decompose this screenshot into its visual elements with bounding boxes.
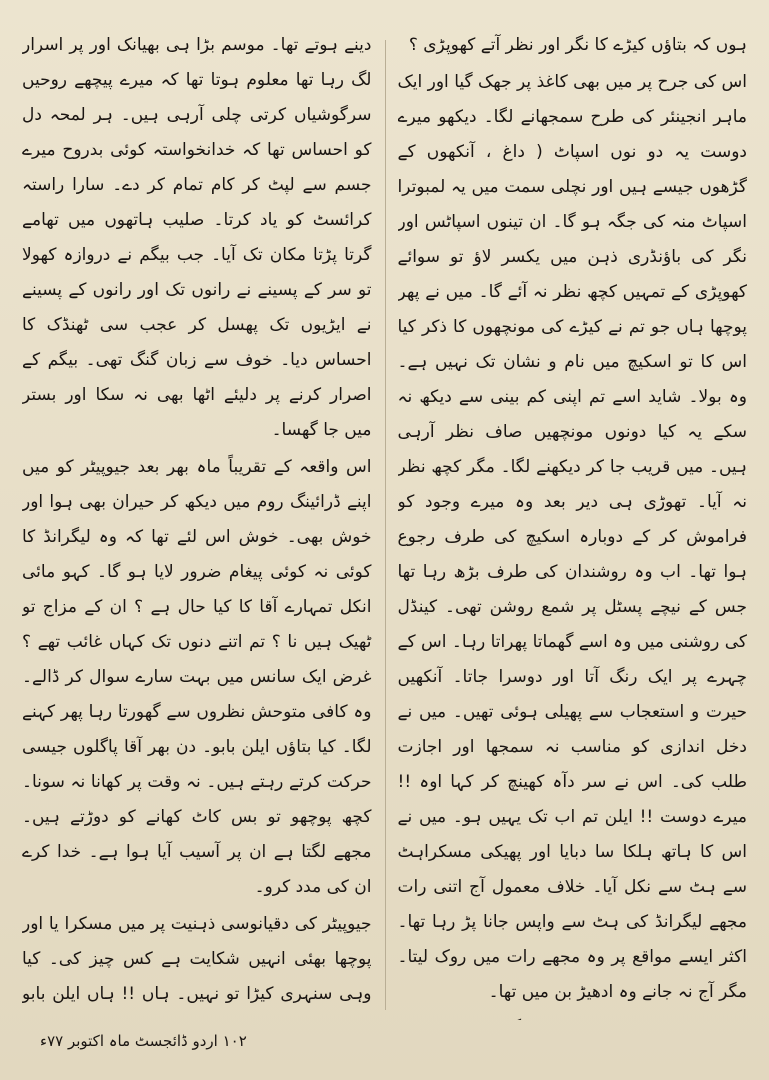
paragraph: ہوں کہ بتاؤں کیڑے کا نگر اور نظر آتے کھوپڑی ؟ — [408, 35, 747, 55]
page-footer: ۱۰۲ اردو ڈائجسٹ ماہ اکتوبر ۷۷ء — [40, 1032, 247, 1050]
left-column — [22, 28, 372, 1020]
right-column — [398, 28, 748, 1020]
paragraph: دینے ہوتے تھا۔ موسم بڑا ہی بھیانک اور پر اسرار لگ رہا تھا معلوم ہوتا تھا کہ میرے پیچھے روحیں سرگوشیاں کرتی چلی آرہی ہیں۔ ہر لمحہ دل کو احساس تھا کہ خدانخواستہ کوئی بدروح میرے جسم سے لپٹ کر کام تمام کر دے۔ سارا راستہ کرائسٹ کو یاد کرتا۔ صلیب ہاتھوں میں تھامے گرتا پڑتا مکان تک آیا۔ جب بیگم نے دروازہ کھولا تو سر کے پسینے نے رانوں تک اور رانوں کے پسینے نے ایڑیوں تک پھسل کر عجب سی ٹھنڈک کا احساس دیا۔ خوف سے زبان گنگ تھی۔ بیگم کے اصرار کرنے پر دلیئے اٹھا بھی نہ سکا اور بستر میں جا گھسا۔ — [22, 35, 372, 440]
text-columns — [22, 28, 747, 1020]
paragraph: اس واقعہ کے تقریباً ماہ بھر بعد جیوپیٹر کو میں اپنے ڈرائینگ روم میں دیکھ کر حیران بھی ہوا اور خوش بھی۔ خوش اس لئے تھا کہ وہ لیگرانڈ کا کوئی نہ کوئی پیغام ضرور لایا ہو گا۔ کہو مائی انکل تمہارے آقا کا کیا حال ہے ؟ ان کے مزاج تو ٹھیک ہیں نا ؟ تم اتنے دنوں تک کہاں غائب تھے ؟ غرض ایک سانس میں بہت سارے سوال کر ڈالے۔ وہ کافی متوحش نظروں سے گھورتا رہا پھر کہنے لگا۔ کیا بتاؤں ایلن بابو۔ دن بھر آقا پاگلوں جیسی حرکت کرتے رہتے ہیں۔ نہ وقت پر کھانا نہ سونا۔ کچھ پوچھو تو بس کاٹ کھانے کو دوڑتے ہیں۔ مجھے لگتا ہے ان پر آسیب آیا ہوا ہے۔ خدا کرے ان کی مدد کرو۔ — [22, 457, 372, 897]
paragraph: جیوپیٹر کی دقیانوسی ذہنیت پر میں مسکرا یا اور پوچھا بھئی انہیں شکایت ہے کس چیز کی۔ کیا وہی سنہری کیڑا تو نہیں۔ ہاں !! ہاں ایلن بابو — [22, 914, 372, 1004]
paragraph — [398, 1012, 748, 1020]
paragraph: اس کی جرح پر میں بھی کاغذ پر جھک گیا اور ایک ماہر انجینئر کی طرح سمجھانے لگا۔ دیکھو میرے دوست یہ دو نوں اسپاٹ ( داغ ، آنکھوں کے گڑھوں جیسے ہیں اور نچلی سمت میں یہ لمبوترا اسپاٹ منہ کی جگہ ہو گا۔ ان تینوں اسپاٹس اور نگر کی باؤنڈری ذہن میں یکسر لاؤ تو سوائے کھوپڑی کے تمہیں کچھ نظر نہ آئے گا۔ میں نے پھر پوچھا ہاں جو تم نے کیڑے کی مونچھوں کا ذکر کیا اس کا تو اسکیچ میں نام و نشان تک نہیں ہے۔ وہ بولا۔ شاید اسے تم اپنی کم بینی سے دیکھ نہ سکے یہ کیا دونوں مونچھیں صاف نظر آرہی ہیں۔ میں قریب جا کر دیکھنے لگا۔ مگر کچھ نظر نہ آیا۔ تھوڑی ہی دیر بعد وہ میرے وجود کو فراموش کر کے دوبارہ اسکیچ کی طرف رجوع ہوا تھا۔ اب وہ روشندان کی طرف بڑھ رہا تھا جس کے نیچے پسٹل پر شمع روشن تھی۔ کینڈل کی روشنی میں وہ اسے گھماتا پھراتا رہا۔ اس کے چہرے پر ایک رنگ آتا اور دوسرا جاتا۔ آنکھیں حیرت و استعجاب سے پھیلی ہوئی تھیں۔ میں نے دخل اندازی کو مناسب نہ سمجھا اور اجازت طلب کی۔ اس نے سر دآہ کھینچ کر کہا اوہ !! میرے دوست !! ایلن تم اب تک یہیں ہو۔ میں نے اس کا ہاتھ ہلکا سا دبایا اور پھیکی مسکراہٹ سے ہٹ سے نکل آیا۔ خلاف معمول آج اتنی رات مجھے لیگرانڈ کی ہٹ سے واپس جانا پڑ رہا تھا۔ اکثر ایسے مواقع پر وہ مجھے رات میں روک لیتا۔ مگر آج نہ جانے وہ ادھیڑ بن میں تھا۔ — [397, 72, 747, 1002]
